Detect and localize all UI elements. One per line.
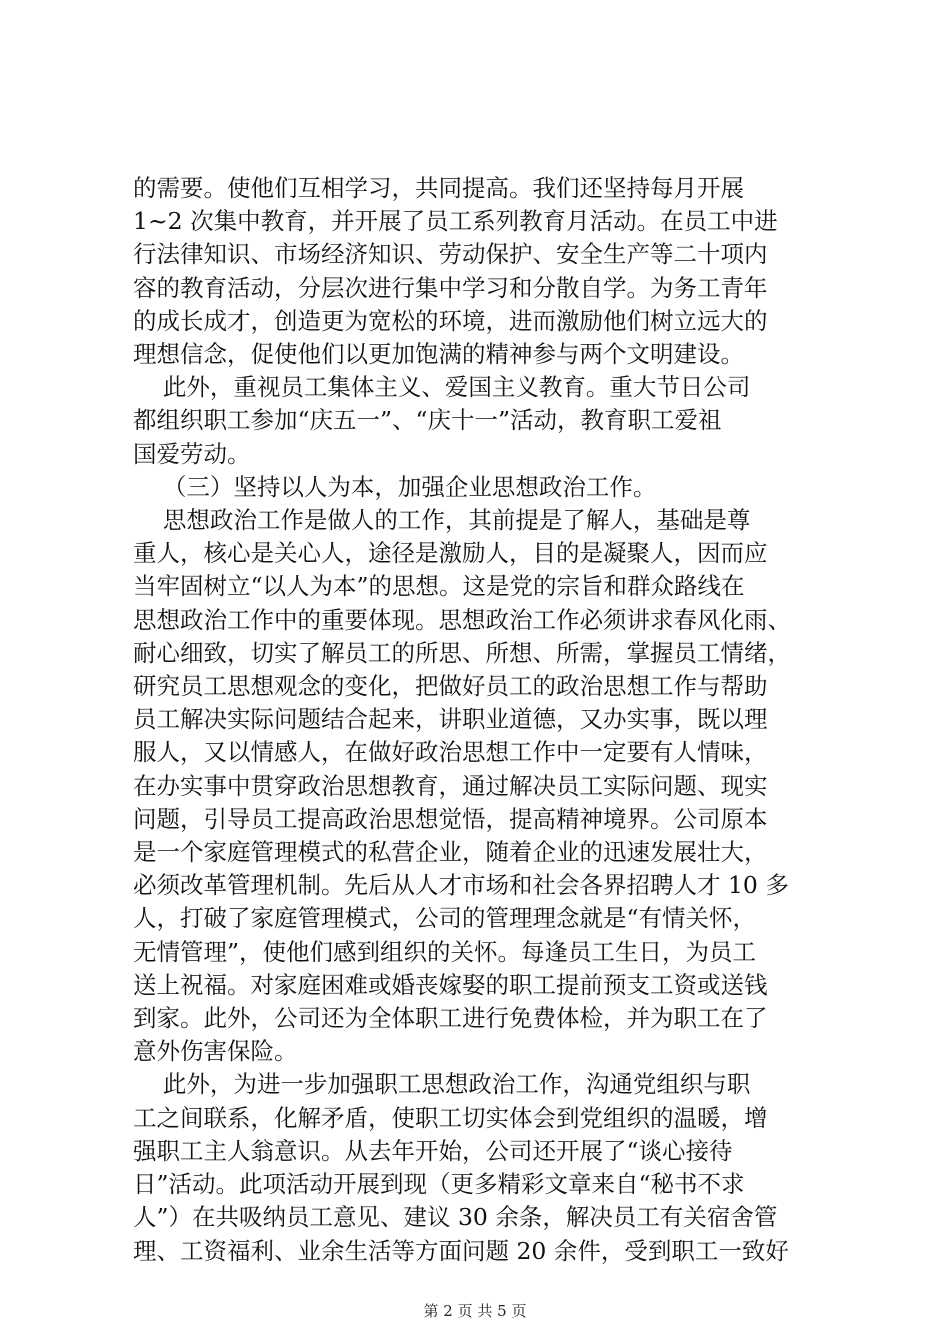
text-line: 理想信念，促使他们以更加饱满的精神参与两个文明建设。 <box>133 340 744 369</box>
page-footer: 第 2 页 共 5 页 <box>423 1302 527 1320</box>
text-line: 必须改革管理机制。先后从人才市场和社会各界招聘人才 10 多 <box>133 871 789 900</box>
text-line: 1~2 次集中教育，并开展了员工系列教育月活动。在员工中进 <box>133 207 778 236</box>
text-line: 都组织职工参加“庆五一”、“庆十一”活动，教育职工爱祖 <box>133 406 722 435</box>
text-line: 国爱劳动。 <box>133 439 251 468</box>
text-line: 的需要。使他们互相学习，共同提高。我们还坚持每月开展 <box>133 174 744 202</box>
text-line: 人，打破了家庭管理模式，公司的管理理念就是“有情关怀， <box>133 904 757 933</box>
text-line: 思想政治工作中的重要体现。思想政治工作必须讲求春风化雨、 <box>133 605 791 634</box>
text-line: 送上祝福。对家庭困难或婚丧嫁娶的职工提前预支工资或送钱 <box>133 970 768 999</box>
text-line: 日”活动。此项活动开展到现（更多精彩文章来自“秘书不求 <box>133 1170 745 1199</box>
text-line: 是一个家庭管理模式的私营企业，随着企业的迅速发展壮大， <box>133 838 768 867</box>
text-line: 重人，核心是关心人，途径是激励人，目的是凝聚人，因而应 <box>133 539 768 568</box>
text-line: 人”）在共吸纳员工意见、建议 30 余条，解决员工有关宿舍管 <box>133 1203 778 1232</box>
text-line: 当牢固树立“以人为本”的思想。这是党的宗旨和群众路线在 <box>133 572 745 601</box>
text-line: 服人，又以情感人，在做好政治思想工作中一定要有人情味， <box>133 738 768 767</box>
text-line: 容的教育活动，分层次进行集中学习和分散自学。为务工青年 <box>133 273 768 302</box>
text-line: 工之间联系，化解矛盾，使职工切实体会到党组织的温暖，增 <box>133 1103 768 1132</box>
text-line: 强职工主人翁意识。从去年开始，公司还开展了“谈心接待 <box>133 1136 733 1165</box>
text-line: 行法律知识、市场经济知识、劳动保护、安全生产等二十项内 <box>133 240 768 269</box>
text-line: 理、工资福利、业余生活等方面问题 20 余件，受到职工一致好 <box>133 1236 789 1265</box>
document-body <box>133 172 823 1268</box>
text-line: 研究员工思想观念的变化，把做好员工的政治思想工作与帮助 <box>133 672 768 701</box>
text-line: 的成长成才，创造更为宽松的环境，进而激励他们树立远大的 <box>133 306 768 335</box>
text-line: 意外伤害保险。 <box>133 1037 298 1066</box>
text-line: 此外，重视员工集体主义、爱国主义教育。重大节日公司 <box>133 373 751 402</box>
text-line: 耐心细致，切实了解员工的所思、所想、所需，掌握员工情绪， <box>133 638 791 667</box>
text-line: 在办实事中贯穿政治思想教育，通过解决员工实际问题、现实 <box>133 771 768 800</box>
text-line: 思想政治工作是做人的工作，其前提是了解人，基础是尊 <box>133 506 751 535</box>
text-line: 无情管理”，使他们感到组织的关怀。每逢员工生日，为员工 <box>133 937 757 966</box>
text-line: （三）坚持以人为本，加强企业思想政治工作。 <box>133 472 657 501</box>
text-line: 问题，引导员工提高政治思想觉悟，提高精神境界。公司原本 <box>133 804 768 833</box>
text-line: 到家。此外，公司还为全体职工进行免费体检，并为职工在了 <box>133 1004 768 1033</box>
text-line: 员工解决实际问题结合起来，讲职业道德，又办实事，既以理 <box>133 705 768 734</box>
text-line: 此外，为进一步加强职工思想政治工作，沟通党组织与职 <box>133 1070 751 1099</box>
